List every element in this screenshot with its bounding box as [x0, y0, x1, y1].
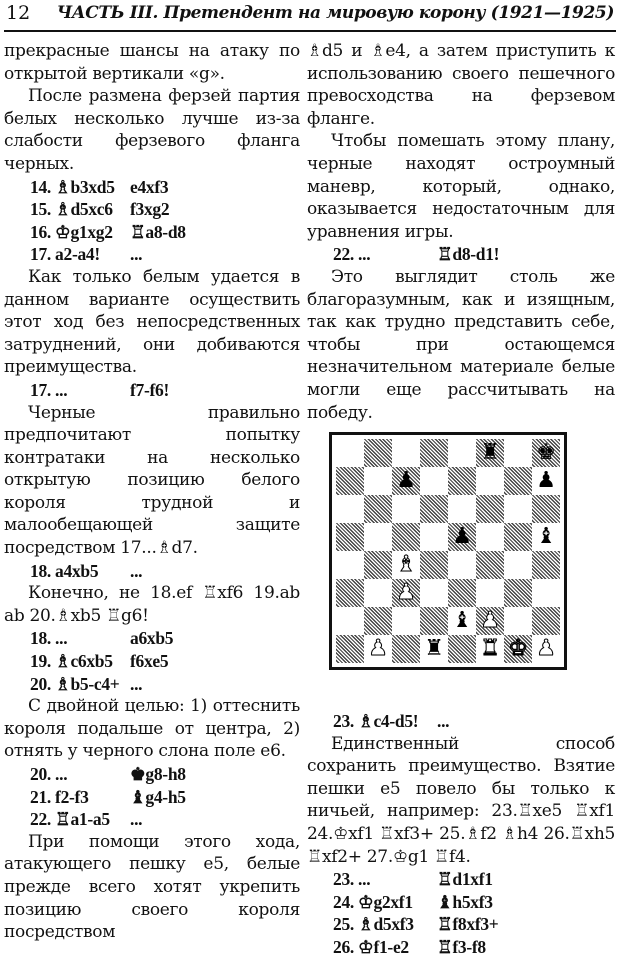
move-row [307, 913, 615, 936]
move-row [307, 243, 615, 266]
board-square [420, 607, 448, 635]
black-pawn-icon: ♟ [396, 468, 416, 494]
move-list [307, 868, 615, 958]
board-square [420, 551, 448, 579]
white-move: 15. ♗d5xc6 [30, 199, 113, 220]
board-square [364, 467, 392, 495]
board-square [420, 439, 448, 467]
board-square [476, 495, 504, 523]
board-square [476, 523, 504, 551]
black-move: ♝g4-h5 [130, 786, 186, 807]
move-list [4, 627, 300, 695]
white-move: 20. ... [30, 764, 68, 784]
board-square [392, 439, 420, 467]
move-row [4, 673, 300, 696]
board-square [504, 467, 532, 495]
board-square [336, 467, 364, 495]
board-square [420, 523, 448, 551]
move-row [4, 808, 300, 831]
white-move: 26. ♔f1-e2 [333, 937, 409, 958]
move-row [4, 627, 300, 650]
board-square [392, 467, 420, 495]
board-square [392, 551, 420, 579]
board-square [336, 495, 364, 523]
black-move: f3xg2 [130, 199, 170, 220]
white-move: 22. ... [333, 244, 371, 265]
right-paragraph-4: Единственный способ сохранить преимущество. Взятие пешки e5 повело бы только к ничьей, например: 23.♖xe5 ♖xf1 24.♔xf1 ♖xf3+ 25.♗f2 ♗h4 26.♖xh5 ♖xf2+ 27.♔g1 ♖f4. [307, 733, 615, 867]
black-move: ♚g8-h8 [130, 764, 186, 784]
board-square [532, 467, 560, 495]
white-move: 25. ♗d5xf3 [333, 914, 414, 935]
board-square [364, 523, 392, 551]
white-bishop-icon: ♝ [396, 552, 416, 578]
black-pawn-icon: ♟ [536, 468, 556, 494]
white-pawn-icon: ♟ [536, 636, 556, 662]
left-column [4, 40, 300, 944]
right-column [307, 40, 615, 959]
board-square [448, 467, 476, 495]
board-square [532, 607, 560, 635]
left-paragraph-2: После размена ферзей партия белых несколько лучше из-за слабости ферзевого фланга черных. [4, 86, 300, 174]
board-square [336, 579, 364, 607]
board-square [420, 495, 448, 523]
move-row [307, 936, 615, 959]
black-move: ... [130, 673, 143, 694]
black-move: ... [437, 711, 450, 732]
board-square [336, 607, 364, 635]
board-square [476, 467, 504, 495]
board-square [532, 495, 560, 523]
left-paragraph-7: При помощи этого хода, атакующего пешку e5, белые прежде всего хотят укрепить позицию своего короля посредством [4, 831, 300, 943]
board-square [504, 579, 532, 607]
board-square [532, 439, 560, 467]
white-move: 22. ♖a1-a5 [30, 809, 110, 830]
board-square [364, 495, 392, 523]
right-paragraph-2: Чтобы помешать этому плану, черные находят остроумный маневр, который, однако, оказывается недостаточным для уравнения игры. [307, 131, 615, 242]
board-square [392, 495, 420, 523]
board-square [504, 635, 532, 663]
left-paragraph-5: Конечно, не 18.ef ♖xf6 19.ab ab 20.♗xb5 ♖g6! [4, 583, 300, 626]
white-move: 18. a4xb5 [30, 560, 99, 581]
black-move: ... [130, 560, 143, 581]
move-row [307, 891, 615, 914]
page-number: 12 [6, 2, 31, 24]
board-square [504, 607, 532, 635]
move-row [4, 198, 300, 221]
white-move: 23. ... [333, 869, 371, 890]
board-square [504, 439, 532, 467]
board-square [504, 523, 532, 551]
move-row [307, 710, 615, 733]
running-title: ЧАСТЬ III. Претендент на мировую корону (1921—1925) [56, 3, 614, 23]
move-list [4, 379, 300, 402]
white-pawn-icon: ♟ [368, 636, 388, 662]
move-row [4, 650, 300, 673]
black-bishop-icon: ♝ [452, 608, 472, 634]
black-rook-icon: ♜ [480, 440, 500, 466]
board-square [532, 523, 560, 551]
board-square [364, 607, 392, 635]
black-move: ... [130, 244, 143, 265]
board-square [420, 635, 448, 663]
move-list [307, 710, 615, 733]
board-square [504, 495, 532, 523]
black-move: e4xf3 [130, 176, 169, 197]
page-header [4, 0, 616, 32]
white-move: 16. ♔g1xg2 [30, 221, 113, 242]
right-paragraph-1: ♗d5 и ♗e4, а затем приступить к использованию своего пешечного превосходства на ферзевом фланге. [307, 41, 615, 129]
board-square [336, 551, 364, 579]
move-row [4, 243, 300, 266]
right-paragraph-3: Это выглядит столь же благоразумным, как и изящным, так как трудно представить себе, чтобы при остающемся незначительном материале белые могли еще рассчитывать на победу. [307, 266, 615, 423]
black-move: ♝h5xf3 [437, 891, 493, 912]
black-move: ♖d8-d1! [437, 244, 500, 265]
board-square [476, 607, 504, 635]
move-row [307, 868, 615, 891]
black-move: a6xb5 [130, 628, 174, 649]
black-move: f7-f6! [130, 379, 170, 400]
board-square [504, 551, 532, 579]
board-square [476, 439, 504, 467]
black-move: ♖a8-d8 [130, 221, 186, 242]
board-square [364, 551, 392, 579]
black-move: ♖d1xf1 [437, 869, 493, 890]
left-paragraph-1: прекрасные шансы на атаку по открытой вертикали «g». [4, 41, 300, 84]
move-row [4, 763, 300, 786]
white-move: 23. ♗c4-d5! [333, 711, 419, 732]
board-square [392, 635, 420, 663]
move-list [4, 176, 300, 266]
move-row [4, 560, 300, 583]
board-square [448, 439, 476, 467]
black-rook-icon: ♜ [424, 636, 444, 662]
board-square [364, 439, 392, 467]
white-move: 24. ♔g2xf1 [333, 891, 413, 912]
board-square [476, 635, 504, 663]
board-square [392, 579, 420, 607]
board-square [420, 467, 448, 495]
board-square [476, 579, 504, 607]
white-pawn-icon: ♟ [480, 608, 500, 634]
board-square [364, 635, 392, 663]
move-row [4, 176, 300, 199]
board-square [336, 523, 364, 551]
black-move: ♖f8xf3+ [437, 914, 499, 935]
move-list [4, 560, 300, 583]
white-rook-icon: ♜ [480, 636, 500, 662]
board-square [476, 551, 504, 579]
board-square [532, 551, 560, 579]
black-move: ... [130, 809, 143, 830]
move-row [4, 786, 300, 809]
black-move: ♖f3-f8 [437, 937, 486, 958]
board-square [448, 551, 476, 579]
white-move: 18. ... [30, 628, 68, 649]
board-square [392, 607, 420, 635]
board-square [336, 635, 364, 663]
move-list [307, 243, 615, 266]
move-row [4, 379, 300, 402]
white-move: 19. ♗c6xb5 [30, 651, 113, 672]
board-square [392, 523, 420, 551]
board-square [364, 579, 392, 607]
white-move: 20. ♗b5-c4+ [30, 673, 120, 694]
white-move: 14. ♗b3xd5 [30, 176, 115, 197]
board-square [448, 523, 476, 551]
board-square [532, 635, 560, 663]
white-move: 17. ... [30, 379, 68, 400]
black-king-icon: ♚ [536, 440, 556, 466]
white-king-icon: ♚ [508, 636, 528, 662]
board-square [448, 607, 476, 635]
black-pawn-icon: ♟ [452, 524, 472, 550]
black-move: f6xe5 [130, 651, 169, 672]
white-move: 21. f2-f3 [30, 786, 89, 807]
chess-board [336, 439, 560, 663]
left-paragraph-6: С двойной целью: 1) оттеснить короля подальше от центра, 2) отнять у черного слона поле e6. [4, 696, 300, 762]
move-row [4, 221, 300, 244]
board-square [448, 635, 476, 663]
left-paragraph-3: Как только белым удается в данном варианте осуществить этот ход без непосредственных затруднений, они добиваются преимущества. [4, 266, 300, 378]
move-list [4, 763, 300, 831]
white-pawn-icon: ♟ [396, 580, 416, 606]
white-move: 17. a2-a4! [30, 244, 100, 265]
board-square [448, 495, 476, 523]
board-square [336, 439, 364, 467]
board-square [448, 579, 476, 607]
black-bishop-icon: ♝ [536, 524, 556, 550]
left-paragraph-4: Черные правильно предпочитают попытку контратаки на несколько открытую позицию белого короля трудной и малообещающей защите посредством 17...♗d7. [4, 402, 300, 559]
chess-diagram [329, 432, 567, 670]
board-square [532, 579, 560, 607]
board-square [420, 579, 448, 607]
